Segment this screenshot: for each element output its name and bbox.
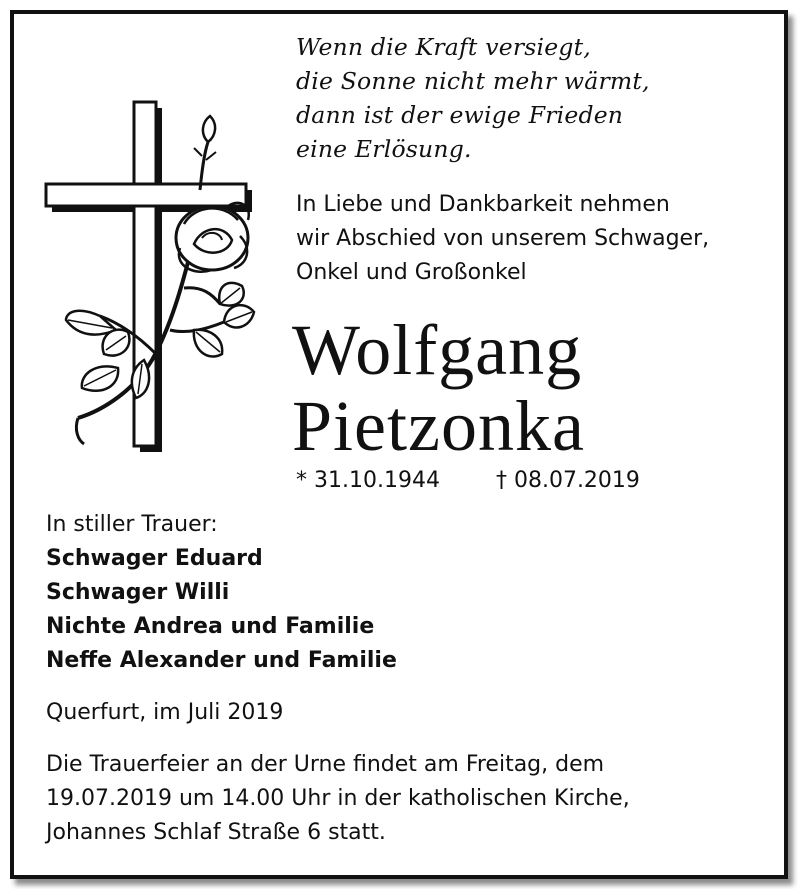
poem-line: eine Erlösung.: [296, 135, 472, 163]
life-dates: [296, 466, 640, 496]
mourner-name: Schwager Eduard: [46, 546, 263, 571]
death-date: † 08.07.2019: [495, 468, 640, 493]
mourners: [46, 508, 397, 678]
mourner-name: Schwager Willi: [46, 580, 230, 605]
deceased-name: [292, 312, 585, 464]
mourner-name: Neffe Alexander und Familie: [46, 648, 397, 673]
funeral-line: Johannes Schlaf Straße 6 statt.: [46, 820, 386, 845]
intro-line: Onkel und Großonkel: [296, 260, 527, 285]
place-date: Querfurt, im Juli 2019: [46, 700, 284, 725]
funeral-line: Die Trauerfeier an der Urne findet am Freitag, dem: [46, 752, 605, 777]
mourner-name: Nichte Andrea und Familie: [46, 614, 375, 639]
intro-line: In Liebe und Dankbarkeit nehmen: [296, 192, 670, 217]
funeral-info: [46, 748, 746, 850]
poem-line: die Sonne nicht mehr wärmt,: [296, 67, 650, 95]
poem: [296, 30, 650, 166]
cross-with-rose-icon: [44, 98, 256, 454]
intro-text: [296, 188, 709, 290]
first-name: Wolfgang: [292, 310, 583, 390]
poem-line: Wenn die Kraft versiegt,: [296, 33, 591, 61]
intro-line: wir Abschied von unserem Schwager,: [296, 226, 710, 251]
last-name: Pietzonka: [292, 386, 585, 466]
birth-date: * 31.10.1944: [296, 468, 440, 493]
mourners-heading: In stiller Trauer:: [46, 512, 218, 537]
funeral-line: 19.07.2019 um 14.00 Uhr in der katholischen Kirche,: [46, 786, 630, 811]
poem-line: dann ist der ewige Frieden: [296, 101, 624, 129]
